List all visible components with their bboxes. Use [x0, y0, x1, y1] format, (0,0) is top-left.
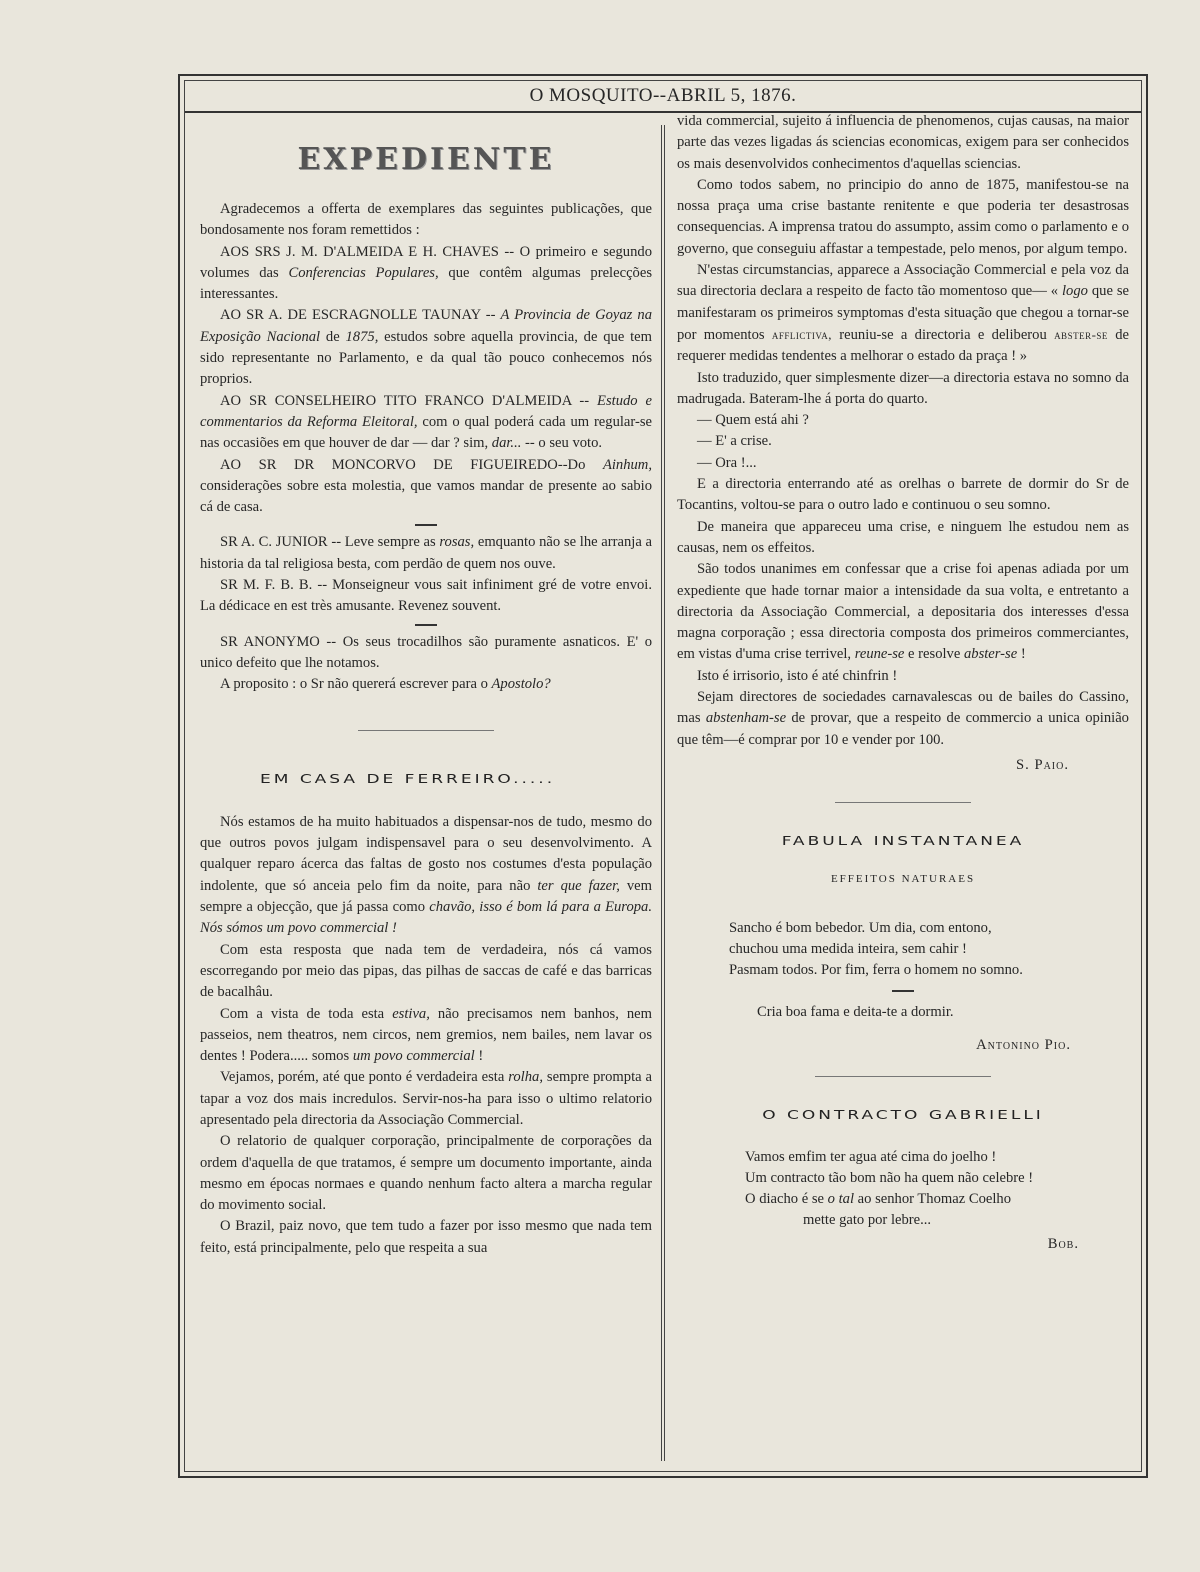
expediente-reply: SR ANONYMO -- Os seus trocadilhos são puramente asnaticos. E' o unico defeito que lhe notamos.	[200, 633, 652, 671]
expediente-reply: SR M. F. B. B. -- Monseigneur vous sait infiniment gré de votre envoi. La dédicace en est très amusante. Revenez souvent.	[200, 577, 652, 615]
newspaper-page	[178, 74, 1148, 1478]
section-rule	[835, 802, 971, 803]
fabula-subtitle: EFFEITOS NATURAES	[830, 872, 976, 885]
section-dash	[892, 990, 914, 992]
page-frame	[184, 80, 1142, 1472]
ferreiro-paragraph: Como todos sabem, no principio do anno de 1875, manifestou-se na nossa praça uma crise bastante renitente e que poderia ter desastrosas consequencias. A imprensa tratou do assumpto, assim como o parlamento e o governo, que conseguiu affastar a tempestade, pelo menos, por algum tempo.	[677, 176, 1129, 257]
ferreiro-paragraph: Isto traduzido, quer simplesmente dizer—a directoria estava no somno da madrugada. Bateram-lhe á porta do quarto.	[677, 369, 1129, 407]
fabula-verses	[729, 918, 1129, 982]
ferreiro-paragraph: Com a vista de toda esta estiva, não precisamos nem banhos, nem passeios, nem theatros, nem circos, nem gremios, nem bailes, nem lavar os dentes ! Podera..... somos um povo commercial !	[200, 1005, 652, 1065]
verse-line: Cria boa fama e deita-te a dormir.	[757, 1003, 954, 1020]
masthead: O MOSQUITO--ABRIL 5, 1876.	[185, 81, 1141, 113]
verse-line: Um contracto tão bom não ha quem não celebre !	[745, 1169, 1034, 1186]
ferreiro-title: EM CASA DE FERREIRO.....	[260, 771, 556, 787]
expediente-reply: SR A. C. JUNIOR -- Leve sempre as rosas, emquanto não se lhe arranja a historia da tal religiosa besta, com perdão de quem nos ouve.	[200, 534, 652, 572]
contracto-signature: Bob.	[1047, 1235, 1079, 1252]
ferreiro-paragraph: O Brazil, paiz novo, que tem tudo a fazer por isso mesmo que nada tem feito, está principalmente, pelo que respeita a sua	[200, 1218, 652, 1256]
dialogue-line: — Ora !...	[697, 454, 757, 471]
verse-line: O diacho é se o tal ao senhor Thomaz Coelho	[745, 1191, 1012, 1208]
verse-line: mette gato por lebre...	[803, 1212, 932, 1229]
section-dash	[415, 524, 437, 526]
dialogue-line: — E' a crise.	[697, 433, 772, 450]
ferreiro-paragraph: E a directoria enterrando até as orelhas o barrete de dormir do Sr de Tocantins, voltou-se para o outro lado e continuou o seu somno.	[677, 476, 1129, 514]
expediente-reply: A proposito : o Sr não quererá escrever para o Apostolo?	[220, 676, 551, 693]
right-column	[677, 111, 1129, 1255]
ferreiro-paragraph: De maneira que appareceu uma crise, e ninguem lhe estudou nem as causas, nem os effeitos.	[677, 518, 1129, 556]
expediente-title: EXPEDIENTE	[297, 142, 555, 177]
expediente-item: AOS SRS J. M. D'ALMEIDA E H. CHAVES -- O primeiro e segundo volumes das Conferencias Populares, que contêm algumas prelecções interessantes.	[200, 243, 652, 303]
contracto-title: O CONTRACTO GABRIELLI	[762, 1107, 1044, 1123]
verse-line: Sancho é bom bebedor. Um dia, com entono,	[729, 919, 992, 936]
ferreiro-paragraph: Sejam directores de sociedades carnavalescas ou de bailes do Cassino, mas abstenham-se de provar, que a respeito de commercio a unica opinião que têm—é comprar por 10 e vender por 100.	[677, 689, 1129, 748]
section-rule	[358, 730, 494, 731]
ferreiro-paragraph: N'estas circumstancias, apparece a Associação Commercial e pela voz da sua directoria declara a respeito de facto tão momentoso que— « logo que se manifestaram os primeiros symptomas d'esta situação que chegou a tornar-se por momentos afflictiva, reuniu-se a directoria e deliberou abster-se de requerer medidas tendentes a melhorar o estado da praça ! »	[677, 262, 1129, 365]
dialogue-line: — Quem está ahi ?	[697, 412, 809, 429]
section-rule	[815, 1076, 991, 1077]
column-divider	[661, 125, 665, 1461]
verse-line: Pasmam todos. Por fim, ferra o homem no somno.	[729, 962, 1023, 979]
contracto-verses	[745, 1147, 1129, 1232]
verse-line: Vamos emfim ter agua até cima do joelho !	[745, 1148, 997, 1165]
ferreiro-paragraph: Isto é irrisorio, isto é até chinfrin !	[697, 667, 898, 684]
ferreiro-paragraph: São todos unanimes em confessar que a crise foi apenas adiada por um expediente que hade tornar maior a intensidade da sua volta, e entretanto a directoria da Associação Commercial, a depositaria dos interesses d'essa magna corporação ; essa directoria composta dos primeiros commerciantes, em vistas d'uma crise terrivel, reune-se e resolve abster-se !	[677, 561, 1129, 663]
verse-line: chuchou uma medida inteira, sem cahir !	[729, 941, 967, 958]
expediente-item: AO SR DR MONCORVO DE FIGUEIREDO--Do Ainhum, considerações sobre esta molestia, que vamos mandar de presente ao sabio cá de casa.	[200, 456, 652, 516]
ferreiro-signature: S. Paio.	[1016, 756, 1069, 773]
ferreiro-paragraph: Nós estamos de ha muito habituados a dispensar-nos de tudo, mesmo do que outros povos julgam indispensavel para o seu desenvolvimento. A qualquer reparo ácerca das faltas de gosto nos costumes d'esta população indolente, que só anceia pelo fim da noite, para não ter que fazer, vem sempre a objecção, que já passa como chavão, isso é bom lá para a Europa. Nós sómos um povo commercial !	[200, 813, 652, 937]
ferreiro-paragraph: O relatorio de qualquer corporação, principalmente de corporações da ordem d'aquella de que tratamos, é sempre um documento importante, ainda mesmo em épocas normaes e quando nenhum facto altera a marcha regular do movimento social.	[200, 1133, 652, 1214]
fabula-title: FABULA INSTANTANEA	[781, 833, 1025, 849]
expediente-item: AO SR A. DE ESCRAGNOLLE TAUNAY -- A Provincia de Goyaz na Exposição Nacional de 1875, estudos sobre aquella provincia, de que tem sido representante no Parlamento, e da qual tão pouco conhecemos nós proprios.	[200, 307, 652, 388]
expediente-intro: Agradecemos a offerta de exemplares das seguintes publicações, que bondosamente nos foram remettidos :	[200, 201, 652, 239]
ferreiro-paragraph: vida commercial, sujeito á influencia de phenomenos, cujas causas, na maior parte das vezes ligadas ás sciencias economicas, exigem para ser conhecidos os mais desenvolvidos conhecimentos d'aquellas sciencias.	[677, 113, 1129, 172]
expediente-item: AO SR CONSELHEIRO TITO FRANCO D'ALMEIDA -- Estudo e commentarios da Reforma Eleitoral, com o qual poderá cada um regular-se nas occasiões em que houver de dar — dar ? sim, dar... -- o seu voto.	[200, 392, 652, 452]
ferreiro-paragraph: Vejamos, porém, até que ponto é verdadeira esta rolha, sempre prompta a tapar a voz dos mais incredulos. Servir-nos-ha para isso o ultimo relatorio apresentado pela directoria da Associação Commercial.	[200, 1069, 652, 1128]
ferreiro-paragraph: Com esta resposta que nada tem de verdadeira, nós cá vamos escorregando por meio das pipas, das pilhas de saccas de café e das barricas de bacalhâu.	[200, 941, 652, 1001]
section-dash	[415, 624, 437, 626]
left-column	[200, 111, 652, 1259]
fabula-signature: Antonino Pio.	[976, 1036, 1071, 1053]
